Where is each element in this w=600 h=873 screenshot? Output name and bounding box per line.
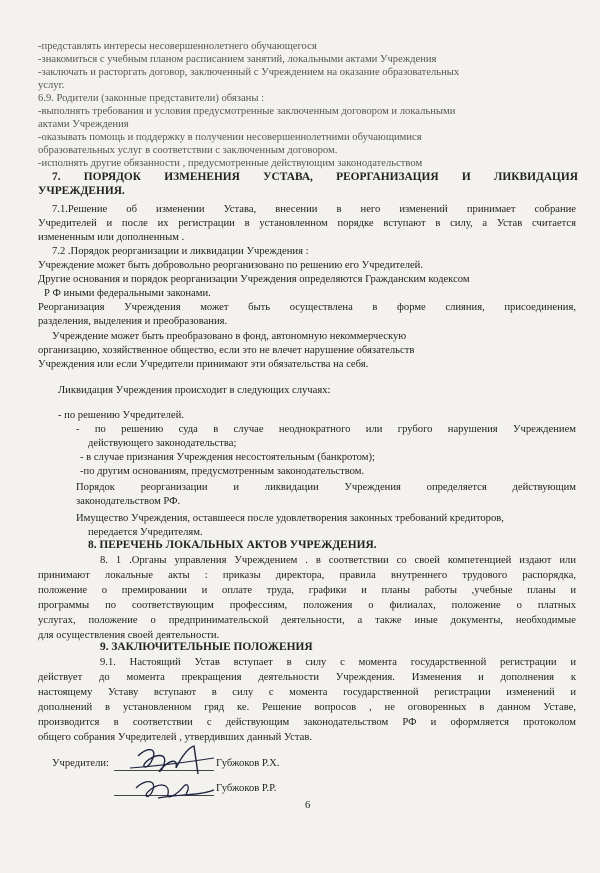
s8-line-2: принимают локальные акты : приказы директора, правила внутреннего трудового распорядка, xyxy=(38,570,576,581)
s6-line-8: -оказывать помощь и поддержку в получении несовершеннолетними обучающимися xyxy=(38,132,422,143)
s6-line-1: -представлять интересы несовершеннолетнего обучающегося xyxy=(38,41,317,52)
liquidation-case-2-cont: действующего законодательства; xyxy=(88,438,237,449)
s7-line-8: Реорганизация Учреждения может быть осуществлена в форме слияния, присоединения, xyxy=(38,302,576,313)
s7-line-22: передается Учредителям. xyxy=(88,527,203,538)
s7-line-5: Учреждение может быть добровольно реорганизовано по решению его Учредителей. xyxy=(38,260,423,271)
founder-name-1: Губжоков Р.Х. xyxy=(216,758,280,769)
founders-label: Учредители: xyxy=(52,758,109,769)
s6-line-3: -заключать и расторгать договор, заключенный с Учреждением на оказание образовательных xyxy=(38,67,460,78)
liquidation-intro: Ликвидация Учреждения происходит в следующих случаях: xyxy=(58,385,331,396)
liquidation-case-3: - в случае признания Учреждения несостоятельным (банкротом); xyxy=(80,452,375,463)
s7-line-19: Порядок реорганизации и ликвидации Учреждения определяется действующим xyxy=(76,482,576,493)
s9-line-5: производится в соответствии с действующим законодательством РФ и оформляется протоколом xyxy=(38,717,576,728)
s9-line-3: настоящему Уставу вступают в силу с момента государственной регистрации изменений и xyxy=(38,687,576,698)
s7-line-6: Другие основания и порядок реорганизации Учреждения определяются Гражданским кодексом xyxy=(38,274,470,285)
handwritten-signatures xyxy=(118,738,228,808)
s8-line-6: для осуществления своей деятельности. xyxy=(38,630,220,641)
s7-line-11: организацию, хозяйственное общество, если это не влечет нарушение обязательств xyxy=(38,345,415,356)
s7-line-21: Имущество Учреждения, оставшееся после удовлетворения законных требований кредиторов, xyxy=(76,513,504,524)
s7-line-20: законодательством РФ. xyxy=(76,496,181,507)
s9-line-6: общего собрания Учредителей , утвердивших данный Устав. xyxy=(38,732,312,743)
liquidation-case-1: - по решению Учредителей. xyxy=(58,410,184,421)
s8-line-4: программы по соответствующим профессиям, положения о филиалах, положение о платных xyxy=(38,600,576,611)
s6-line-6: -выполнять требования и условия предусмотренные заключенным договором и локальными xyxy=(38,106,456,117)
s7-line-10: Учреждение может быть преобразовано в фонд, автономную некоммерческую xyxy=(52,331,407,342)
s7-line-4: 7.2 .Порядок реорганизации и ликвидации Учреждения : xyxy=(52,246,309,257)
liquidation-case-2: - по решению суда в случае неоднократного или грубого нарушения Учреждением xyxy=(76,424,576,435)
s7-line-3: измененным или дополненным . xyxy=(38,232,185,243)
s8-line-5: услугах, положение о предпринимательской деятельности, а также иные документы, необходимые xyxy=(38,615,576,626)
s6-line-9: образовательных услуг в соответствии с заключенным договором. xyxy=(38,145,338,156)
founder-name-2: Губжоков Р.Р. xyxy=(216,783,277,794)
s7-line-2: Учредителей и после их регистрации в установленном порядке вступают в силу, а Устав считается xyxy=(38,218,576,229)
s9-heading: 9. ЗАКЛЮЧИТЕЛЬНЫЕ ПОЛОЖЕНИЯ xyxy=(100,641,313,653)
s7-heading-line-2: УЧРЕЖДЕНИЯ. xyxy=(38,185,125,197)
s7-line-1: 7.1.Решение об изменении Устава, внесении в него изменений принимает собрание xyxy=(52,204,576,215)
s8-line-1: 8. 1 .Органы управления Учреждением . в соответствии со своей компетенцией издают или xyxy=(100,555,576,566)
s6-line-5: 6.9. Родители (законные представители) обязаны : xyxy=(38,93,265,104)
s6-line-10: -исполнять другие обязанности , предусмотренные действующим законодательством xyxy=(38,158,423,169)
page-number: 6 xyxy=(305,800,311,811)
s9-line-2: действует до момента прекращения деятельности Учреждения. Изменения и дополнения к xyxy=(38,672,576,683)
liquidation-case-4: -по другим основаниям, предусмотренным законодательством. xyxy=(80,466,365,477)
s6-line-7: актами Учреждения xyxy=(38,119,129,130)
s7-line-12: Учреждения или если Учредители принимают эти обязательства на себя. xyxy=(38,359,369,370)
s8-line-3: положение о премировании и оплате труда, графики и планы работы ,учебные планы и xyxy=(38,585,576,596)
s9-line-1: 9.1. Настоящий Устав вступает в силу с момента государственной регистрации и xyxy=(100,657,576,668)
s7-heading-line-1: 7. ПОРЯДОК ИЗМЕНЕНИЯ УСТАВА, РЕОРГАНИЗАЦИЯ И ЛИКВИДАЦИЯ xyxy=(52,171,578,183)
s7-line-7: Р Ф иными федеральными законами. xyxy=(44,288,211,299)
s6-line-4: услуг. xyxy=(38,80,65,91)
s7-line-9: разделения, выделения и преобразования. xyxy=(38,316,228,327)
s6-line-2: -знакомиться с учебным планом расписанием занятий, локальными актами Учреждения xyxy=(38,54,437,65)
s8-heading: 8. ПЕРЕЧЕНЬ ЛОКАЛЬНЫХ АКТОВ УЧРЕЖДЕНИЯ. xyxy=(88,539,377,551)
s9-line-4: дополнений в установленном гряд ке. Решение вопросов , не оговоренных в данном Уставе, xyxy=(38,702,576,713)
